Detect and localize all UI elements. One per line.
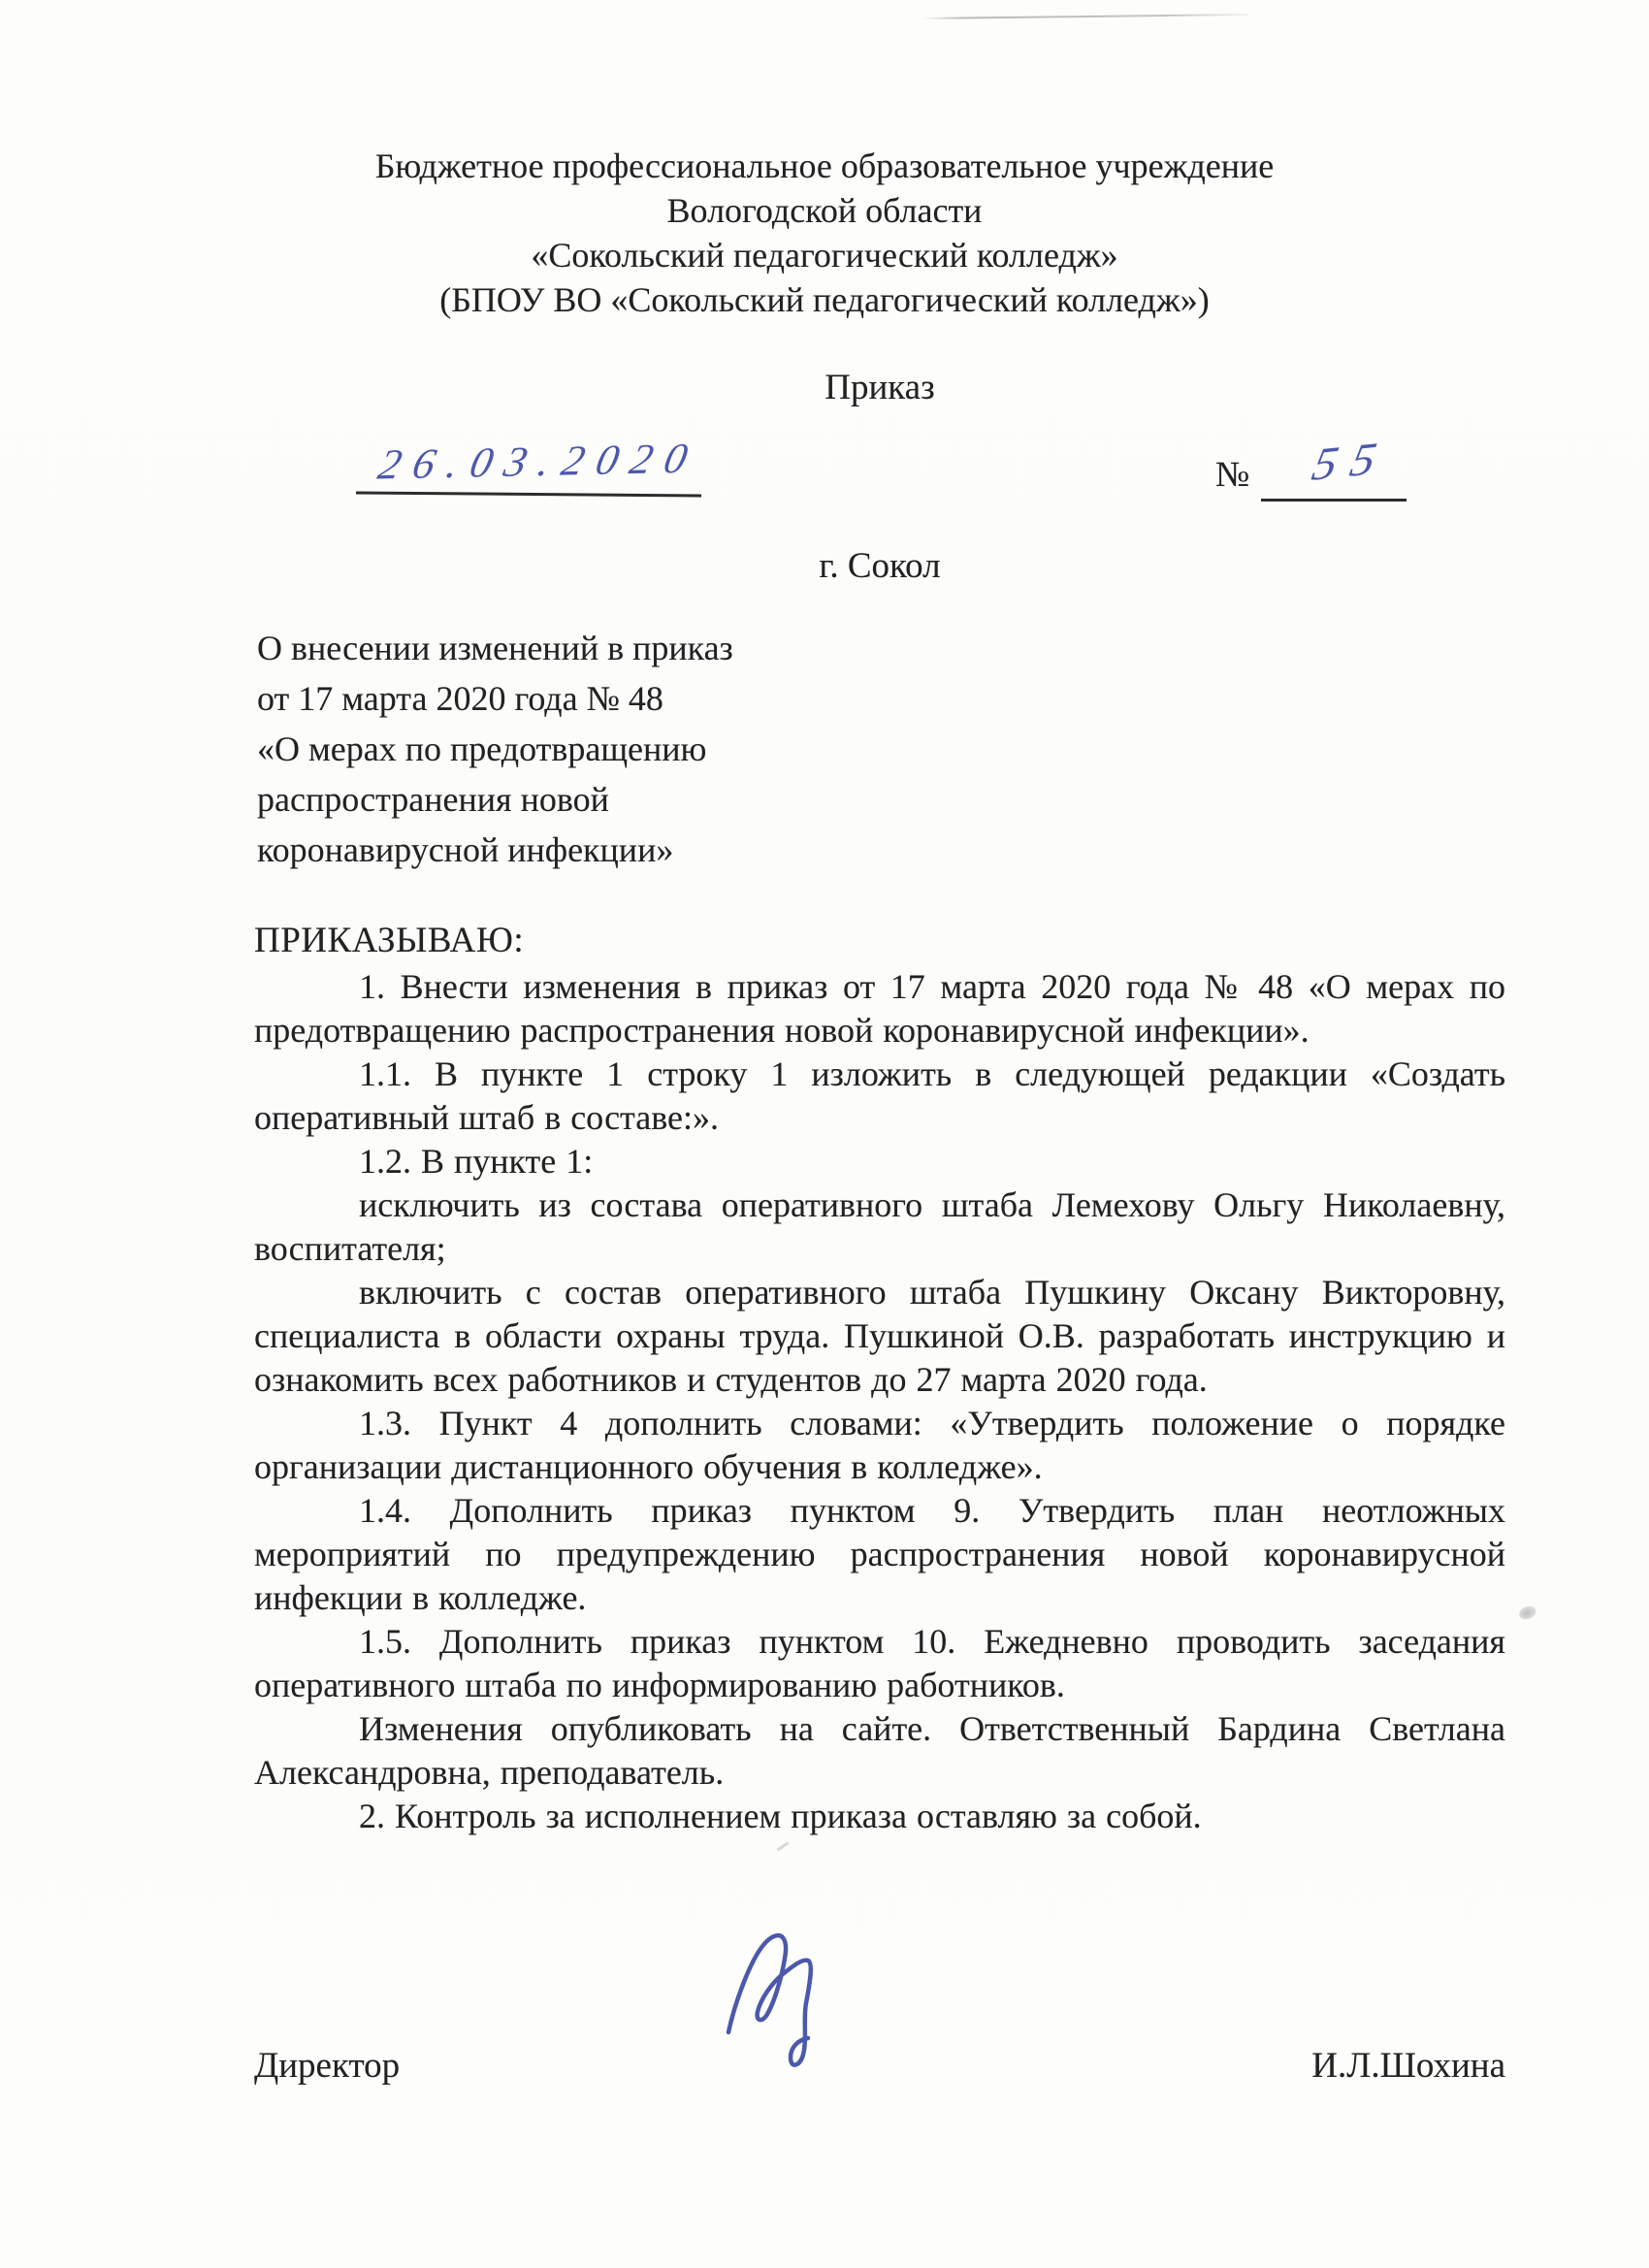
body-paragraph: 1.4. Дополнить приказ пунктом 9. Утвердить план неотложных мероприятий по предупреждению распространения новой коронавирусной инфекции в колледже. (254, 1491, 1505, 1617)
date-underline (356, 491, 701, 497)
org-header-line: «Сокольский педагогический колледж» (531, 236, 1118, 275)
handwritten-date: 26.03.2020 (373, 434, 705, 489)
signature-role: Директор (254, 2046, 401, 2086)
body-paragraph: исключить из состава оперативного штаба Лемехову Ольгу Николаевну, воспитателя; (254, 1185, 1505, 1268)
org-header-line: Вологодской области (666, 191, 983, 230)
subject-line: О внесении изменений в приказ (257, 629, 733, 667)
order-body (254, 965, 1505, 1838)
subject-line: коронавирусной инфекции» (257, 830, 674, 869)
number-underline (1261, 499, 1406, 502)
body-paragraph: 2. Контроль за исполнением приказа оставляю за собой. (359, 1797, 1202, 1835)
org-header (102, 144, 1547, 322)
body-paragraph: 1.1. В пункте 1 строку 1 изложить в следующей редакции «Создать оперативный штаб в составе:». (254, 1054, 1505, 1137)
date-number-row (0, 427, 1649, 534)
handwritten-number: 55 (1308, 432, 1395, 491)
body-paragraph: включить с состав оперативного штаба Пушкину Оксану Викторовну, специалиста в области охраны труда. Пушкиной О.В. разработать инструкцию и ознакомить всех работников и студентов до 27 марта 2020 года. (254, 1273, 1505, 1399)
subject-line: от 17 марта 2020 года № 48 (257, 679, 663, 718)
subject-line: «О мерах по предотвращению (257, 729, 707, 768)
number-label: № (1215, 455, 1250, 495)
scan-artifact (776, 1841, 789, 1851)
subject-block (257, 623, 994, 875)
city-line: г. Сокол (819, 546, 941, 586)
org-header-line: (БПОУ ВО «Сокольский педагогический колледж») (439, 280, 1210, 319)
scan-artifact (923, 14, 1248, 19)
body-paragraph: 1.2. В пункте 1: (359, 1142, 594, 1181)
decree-heading: ПРИКАЗЫВАЮ: (254, 921, 525, 960)
document-title: Приказ (824, 368, 935, 407)
director-signature-icon (713, 1916, 858, 2095)
signature-name: И.Л.Шохина (1311, 2046, 1505, 2086)
org-header-line: Бюджетное профессиональное образовательное учреждение (374, 146, 1275, 185)
body-paragraph: 1.3. Пункт 4 дополнить словами: «Утвердить положение о порядке организации дистанционного обучения в колледже». (254, 1404, 1505, 1486)
body-paragraph: 1. Внести изменения в приказ от 17 марта 2020 года № 48 «О мерах по предотвращению распространения новой коронавирусной инфекции». (254, 967, 1505, 1050)
subject-line: распространения новой (257, 780, 609, 819)
body-paragraph: Изменения опубликовать на сайте. Ответственный Бардина Светлана Александровна, преподаватель. (254, 1709, 1505, 1792)
body-paragraph: 1.5. Дополнить приказ пунктом 10. Ежедневно проводить заседания оперативного штаба по информированию работников. (254, 1622, 1505, 1704)
scan-artifact (1517, 1604, 1537, 1621)
